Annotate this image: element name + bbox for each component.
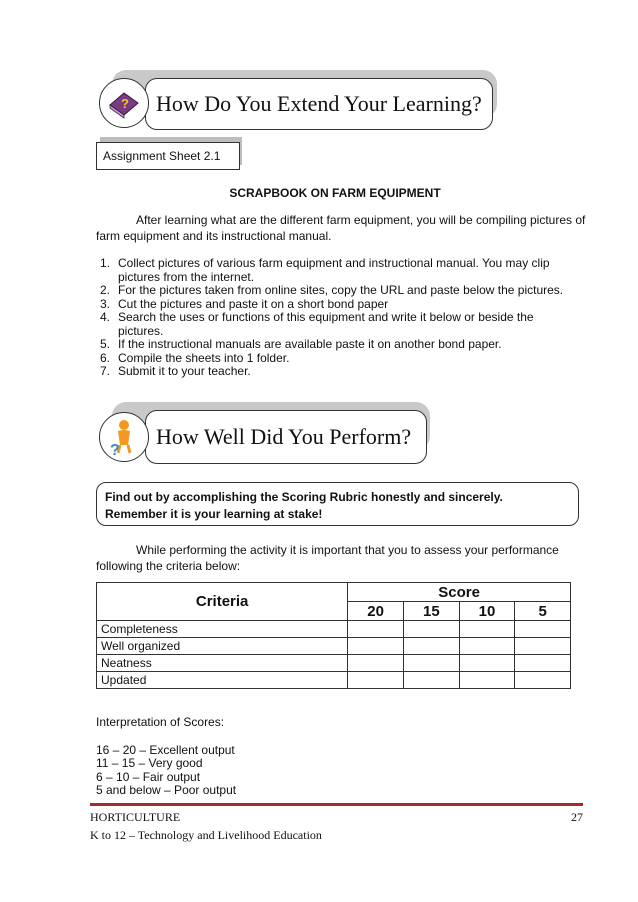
interpretation-block	[96, 716, 396, 798]
assignment-tag-label: Assignment Sheet 2.1	[103, 149, 221, 163]
step-text: Search the uses or functions of this equipment and write it below or beside the pictures.	[118, 310, 534, 338]
rubric-intro-text: While performing the activity it is important that you to assess your performance following the criteria below:	[96, 543, 559, 573]
score-cell[interactable]	[515, 638, 571, 655]
score-cell[interactable]	[515, 672, 571, 689]
criteria-header: Criteria	[97, 583, 348, 621]
findout-line2: Remember it is your learning at stake!	[105, 507, 323, 521]
score-cell[interactable]	[459, 621, 515, 638]
step-item	[92, 284, 572, 298]
interpretation-line: 6 – 10 – Fair output	[96, 769, 201, 784]
section-heading: How Well Did You Perform?	[156, 424, 412, 449]
interpretation-line: 11 – 15 – Very good	[96, 756, 203, 770]
interpretation-lines	[96, 744, 396, 798]
score-cell[interactable]	[515, 621, 571, 638]
score-column-header: 15	[403, 602, 459, 621]
score-cell[interactable]	[403, 672, 459, 689]
score-cell[interactable]	[459, 638, 515, 655]
assignment-intro	[96, 212, 586, 244]
rubric-intro	[96, 542, 576, 574]
criteria-cell: Completeness	[97, 621, 348, 638]
score-cell[interactable]	[348, 655, 404, 672]
score-column-header: 10	[459, 602, 515, 621]
step-text: Submit it to your teacher.	[118, 364, 251, 378]
step-item	[92, 352, 572, 366]
score-column-header: 20	[348, 602, 404, 621]
thinking-person-icon-graphic	[106, 417, 142, 457]
section-heading: How Do You Extend Your Learning?	[156, 91, 482, 116]
interpretation-title: Interpretation of Scores:	[96, 715, 225, 729]
svg-text:?: ?	[121, 96, 129, 111]
score-cell[interactable]	[403, 655, 459, 672]
banner-box	[145, 78, 493, 130]
score-column-header: 5	[515, 602, 571, 621]
criteria-cell: Well organized	[97, 638, 348, 655]
assignment-steps	[92, 257, 572, 379]
step-number: 7.	[100, 364, 111, 378]
step-text: Cut the pictures and paste it on a short bond paper	[118, 296, 389, 311]
step-number: 3.	[100, 296, 111, 311]
criteria-cell: Neatness	[97, 655, 348, 672]
step-number: 5.	[100, 337, 111, 351]
interpretation-line: 5 and below – Poor output	[96, 783, 237, 797]
footer-rule	[90, 803, 583, 806]
score-cell[interactable]	[403, 621, 459, 638]
rubric-row	[97, 655, 571, 672]
rubric-row	[97, 621, 571, 638]
step-item	[92, 257, 572, 284]
step-item	[92, 311, 572, 338]
step-item	[92, 365, 572, 379]
interpretation-line: 16 – 20 – Excellent output	[96, 742, 235, 757]
banner-box	[145, 410, 427, 464]
step-item	[92, 298, 572, 312]
step-text: Collect pictures of various farm equipment and instructional manual. You may clip pictures from the internet.	[118, 256, 550, 284]
footer-subject: HORTICULTURE	[90, 810, 181, 824]
findout-line1: Find out by accomplishing the Scoring Rubric honestly and sincerely.	[105, 490, 503, 504]
criteria-cell: Updated	[97, 672, 348, 689]
step-number: 1.	[100, 256, 111, 270]
findout-box	[96, 482, 579, 526]
score-cell[interactable]	[348, 621, 404, 638]
step-number: 4.	[100, 310, 111, 324]
rubric-table	[96, 582, 571, 689]
score-cell[interactable]	[403, 638, 459, 655]
score-cell[interactable]	[348, 672, 404, 689]
thinking-person-icon	[99, 412, 149, 462]
score-cell[interactable]	[515, 655, 571, 672]
rubric-row	[97, 638, 571, 655]
step-text: If the instructional manuals are available paste it on another bond paper.	[118, 337, 502, 351]
assignment-intro-text: After learning what are the different farm equipment, you will be compiling pictures of farm equipment and its instructional manual.	[96, 213, 586, 243]
page-number: 27	[571, 810, 583, 824]
svg-text:?: ?	[110, 442, 120, 457]
step-text: Compile the sheets into 1 folder.	[118, 350, 290, 365]
step-text: For the pictures taken from online sites, copy the URL and paste below the pictures.	[118, 283, 564, 297]
book-question-icon	[99, 78, 149, 128]
book-question-icon-graphic	[106, 85, 142, 121]
score-cell[interactable]	[348, 638, 404, 655]
assignment-tag	[96, 142, 240, 170]
step-number: 2.	[100, 283, 111, 297]
step-number: 6.	[100, 350, 111, 365]
score-cell[interactable]	[459, 655, 515, 672]
footer-program: K to 12 – Technology and Livelihood Education	[90, 828, 322, 842]
assignment-title: SCRAPBOOK ON FARM EQUIPMENT	[229, 186, 441, 200]
score-cell[interactable]	[459, 672, 515, 689]
step-item	[92, 338, 572, 352]
score-header: Score	[348, 583, 571, 602]
rubric-row	[97, 672, 571, 689]
